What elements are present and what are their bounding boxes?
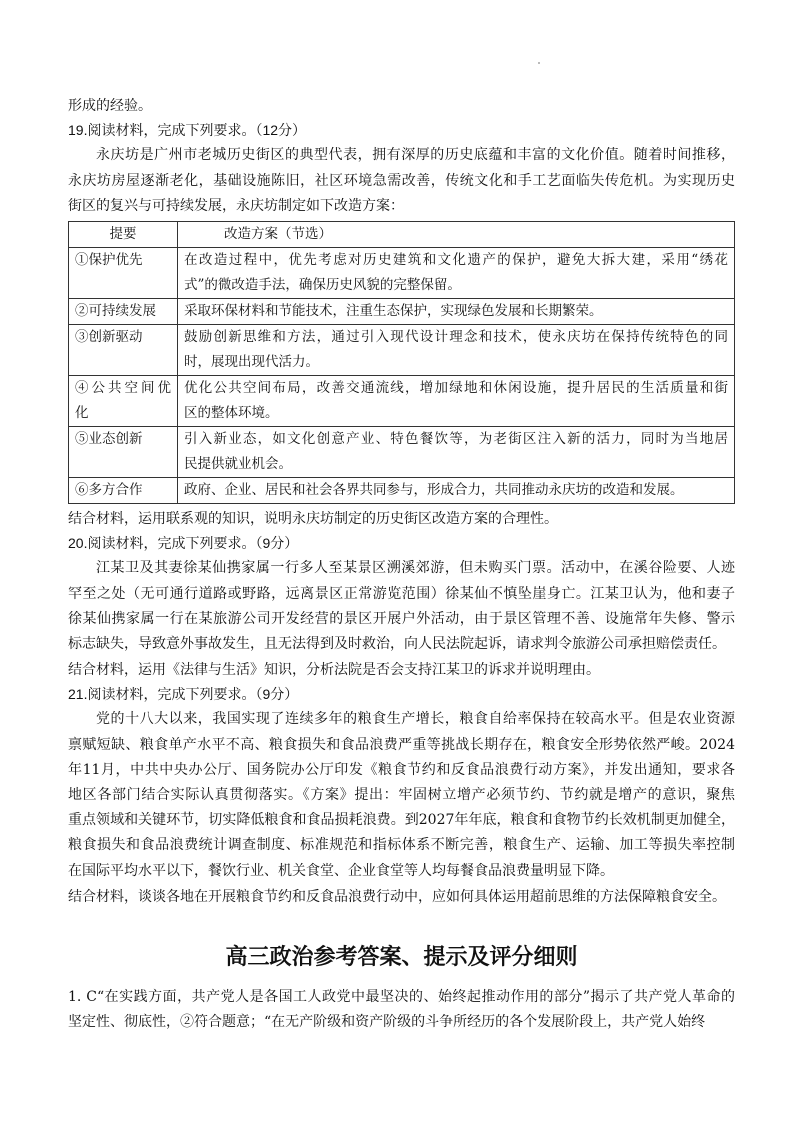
text-line: 坚定性、彻底性，②符合题意；“在无产阶级和资产阶级的斗争所经历的各个发展阶段上，共产党人始终	[68, 1014, 706, 1031]
text-line: 化	[75, 404, 89, 421]
table-cell-value	[178, 375, 735, 426]
table-header-row	[69, 221, 735, 247]
table-cell-value	[178, 324, 735, 375]
table-header-value: 改造方案（节选）	[224, 225, 332, 242]
table-cell-key	[69, 247, 178, 298]
text-line: 1. C“在实践方面，共产党人是各国工人政党中最坚决的、始终起推动作用的部分”揭示了共产党人革命的	[68, 988, 735, 1005]
text-line: 地区各部门结合实际认真贯彻落实。《方案》提出：牢固树立增产必须节约、节约就是增产的意识，聚焦	[68, 787, 735, 803]
text-line: ⑤业态创新	[75, 430, 143, 447]
table-cell-value	[178, 247, 735, 298]
text-line: 鼓励创新思维和方法，通过引入现代设计理念和技术，使永庆坊在保持传统特色的同	[184, 328, 728, 345]
text-line: 优化公共空间布局，改善交通流线，增加绿地和休闲设施，提升居民的生活质量和街	[184, 379, 728, 396]
table-header-key: 提要	[109, 225, 137, 242]
text-line: 采取环保材料和节能技术，注重生态保护，实现绿色发展和长期繁荣。	[184, 302, 603, 319]
question-19-prompt: 结合材料，运用联系观的知识，说明永庆坊制定的历史街区改造方案的合理性。	[68, 509, 558, 526]
text-line: ⑥多方合作	[75, 481, 143, 498]
text-line: 引入新业态，如文化创意产业、特色餐饮等，为老街区注入新的活力，同时为当地居	[184, 430, 728, 447]
question-20	[68, 531, 735, 682]
scan-speck	[538, 62, 540, 64]
question-19	[68, 118, 735, 531]
text-line: 年11月，中共中央办公厅、国务院办公厅印发《粮食节约和反食品浪费行动方案》，并发出通知，要求各	[68, 761, 735, 778]
table-cell-key	[69, 324, 178, 375]
table-row	[69, 247, 735, 298]
question-20-material	[68, 556, 735, 657]
answer-key-title: 高三政治参考答案、提示及评分细则	[225, 944, 578, 970]
question-19-material	[68, 143, 735, 219]
question-19-heading: 19.阅读材料，完成下列要求。（12分）	[68, 122, 307, 139]
table-row	[69, 298, 735, 324]
text-line: 在改造过程中，优先考虑对历史建筑和文化遗产的保护，避免大拆大建，采用“绣花	[184, 251, 728, 268]
text-line: 民提供就业机会。	[184, 455, 292, 472]
document-body	[68, 93, 735, 1035]
text-line: 政府、企业、居民和社会各界共同参与，形成合力，共同推动永庆坊的改造和发展。	[184, 481, 684, 498]
question-21-heading: 21.阅读材料，完成下列要求。（9分）	[68, 686, 299, 703]
table-row	[69, 324, 735, 375]
text-line: 式”的微改造手法，确保历史风貌的完整保留。	[184, 276, 461, 293]
table-row	[69, 477, 735, 503]
text-line: ②可持续发展	[75, 302, 156, 319]
table-cell-value	[178, 298, 735, 324]
text-line: ①保护优先	[75, 251, 143, 268]
table-cell-key	[69, 477, 178, 503]
text-line: 粮食损失和食品浪费统计调查制度、标准规范和指标体系不断完善，粮食生产、运输、加工等损失率控制	[68, 837, 735, 854]
text-line: 永庆坊是广州市老城历史街区的典型代表，拥有深厚的历史底蕴和丰富的文化价值。随着时间推移，	[96, 147, 735, 164]
text-line: 标志缺失，导致意外事故发生，且无法得到及时救治，向人民法院起诉，请求判令旅游公司承担赔偿责任。	[68, 635, 726, 652]
table-cell-value	[178, 426, 735, 477]
renovation-plan-table	[68, 221, 735, 504]
question-21-material	[68, 707, 735, 883]
table-cell-key	[69, 375, 178, 426]
table-cell-key	[69, 426, 178, 477]
text-line: 在国际平均水平以下，餐饮行业、机关食堂、企业食堂等人均每餐食品浪费量明显下降。	[68, 862, 614, 879]
table-cell-value	[178, 477, 735, 503]
answer-key-text	[68, 985, 735, 1035]
text-line: 区的整体环境。	[184, 404, 279, 421]
question-21-prompt: 结合材料，谈谈各地在开展粮食节约和反食品浪费行动中，应如何具体运用超前思维的方法保障粮食安全。	[68, 887, 726, 904]
text-line: 徐某仙携家属一行在某旅游公司开发经营的景区开展户外活动，由于景区管理不善、设施常年失修、警示	[68, 610, 735, 627]
text-line: 党的十八大以来，我国实现了连续多年的粮食生产增长，粮食自给率保持在较高水平。但是农业资源	[96, 711, 735, 728]
table-cell-key	[69, 298, 178, 324]
intro-tail: 形成的经验。	[68, 97, 152, 113]
table-row	[69, 426, 735, 477]
text-line: 禀赋短缺、粮食单产水平不高、粮食损失和食品浪费严重等挑战长期存在，粮食安全形势依然严峻。2024	[68, 736, 735, 753]
text-line: 永庆坊房屋逐渐老化，基础设施陈旧，社区环境急需改善，传统文化和手工艺面临失传危机。为实现历史	[68, 172, 735, 189]
text-line: 时，展现出现代活力。	[184, 353, 319, 370]
text-line: ③创新驱动	[75, 328, 143, 345]
question-20-prompt: 结合材料，运用《法律与生活》知识，分析法院是否会支持江某卫的诉求并说明理由。	[68, 661, 600, 678]
question-20-heading: 20.阅读材料，完成下列要求。（9分）	[68, 535, 299, 552]
answer-key	[68, 931, 735, 1035]
question-21	[68, 682, 735, 909]
text-line: 江某卫及其妻徐某仙携家属一行多人至某景区溯溪郊游，但未购买门票。活动中，在溪谷险要、人迹	[96, 560, 735, 577]
text-line: 罕至之处（无可通行道路或野路，远离景区正常游览范围）徐某仙不慎坠崖身亡。江某卫认为，他和妻子	[68, 585, 735, 602]
text-line: ④公共空间优	[75, 379, 171, 396]
text-line: 重点领域和关键环节，切实降低粮食和食品损耗浪费。到2027年年底，粮食和食物节约长效机制更加健全，	[68, 812, 735, 829]
table-row	[69, 375, 735, 426]
text-line: 街区的复兴与可持续发展，永庆坊制定如下改造方案：	[68, 197, 404, 214]
